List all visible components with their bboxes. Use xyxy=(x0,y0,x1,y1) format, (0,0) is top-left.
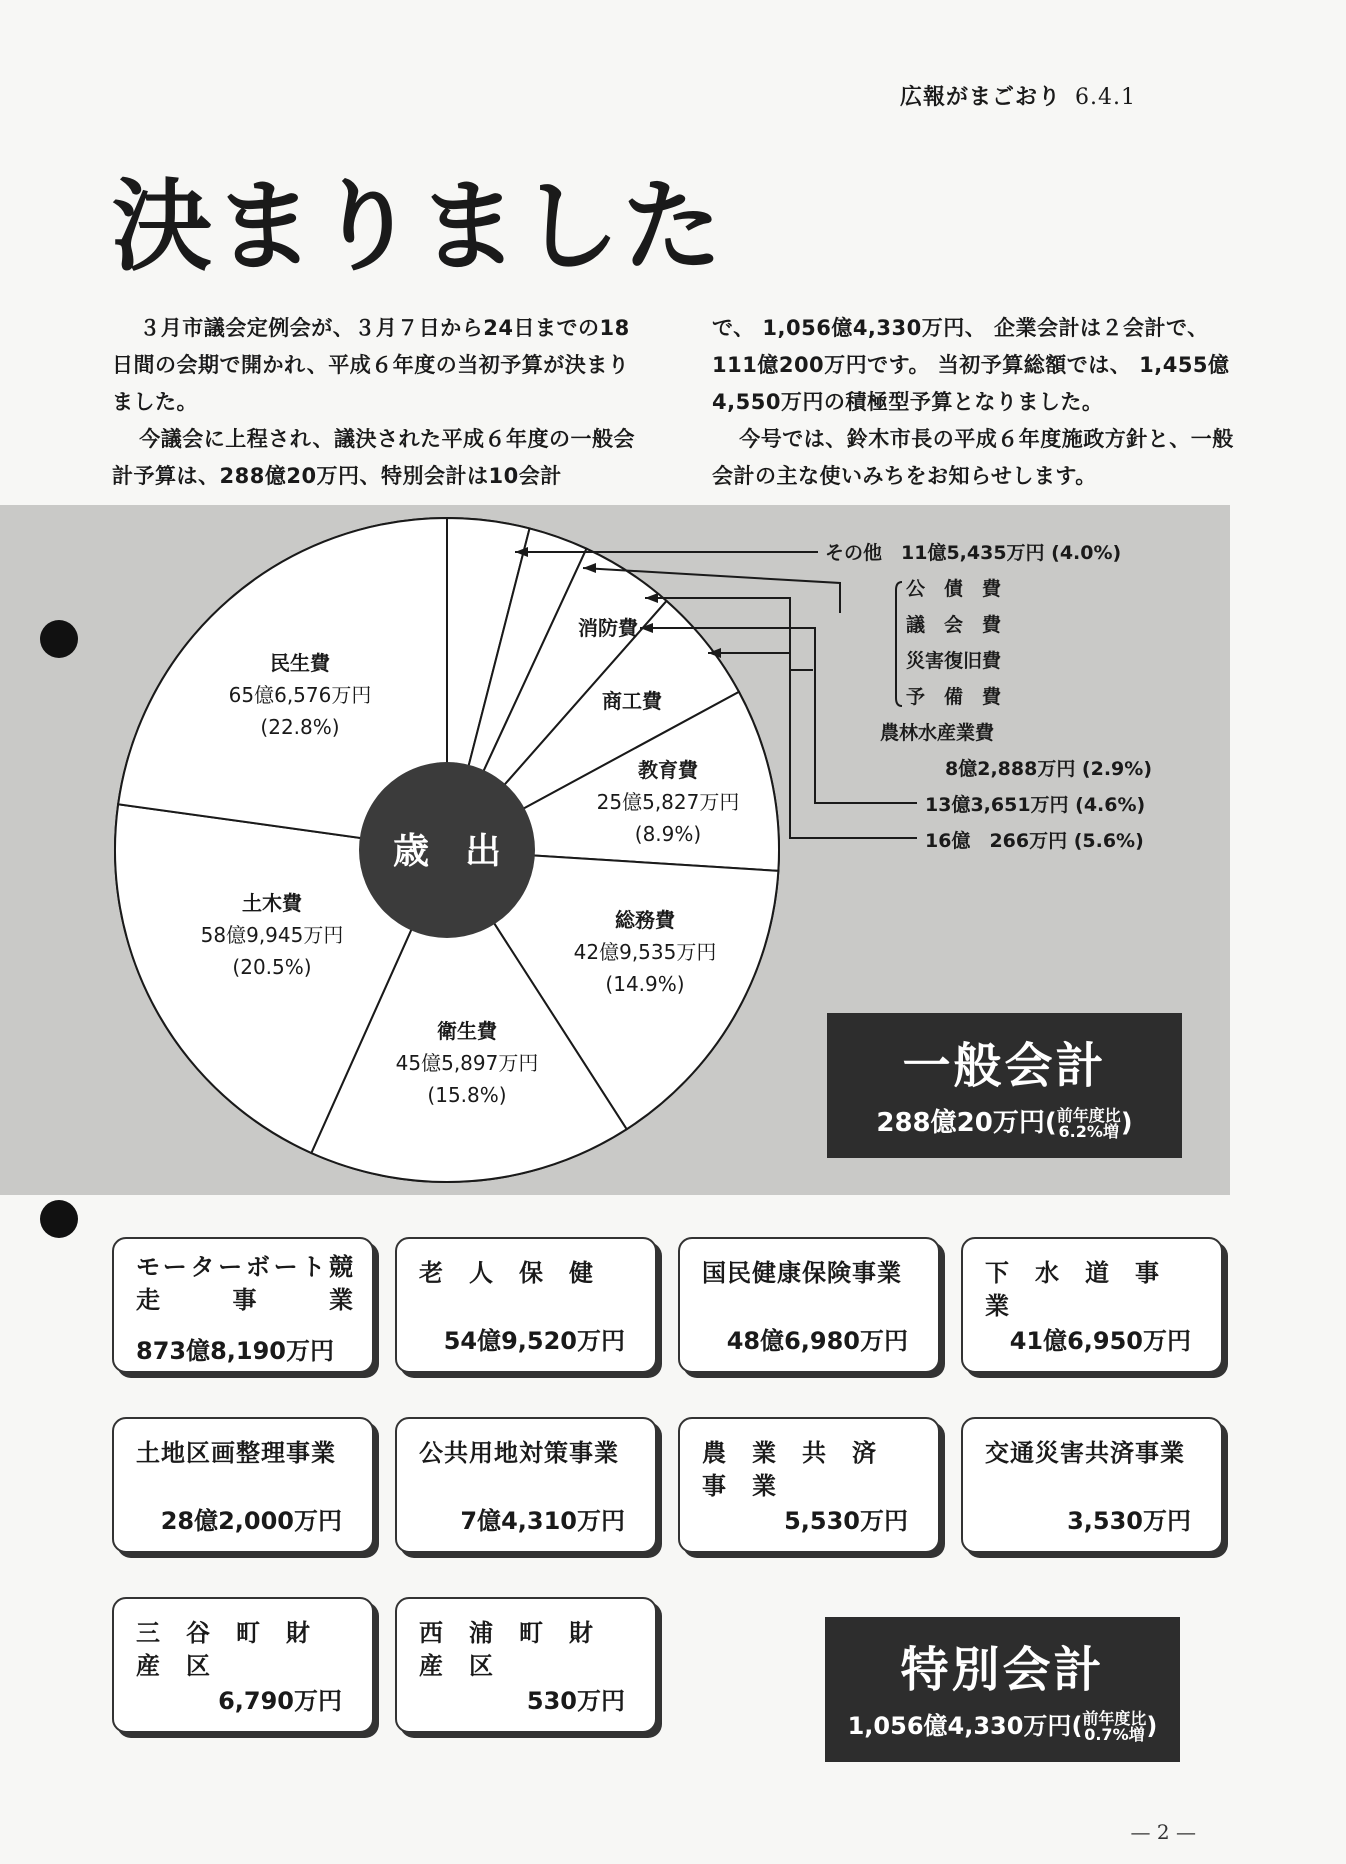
legend-other-item-4: 予 備 費 xyxy=(906,686,1002,708)
slice-label-eisei-amount: 45億5,897万円 xyxy=(395,1051,539,1075)
intro-paragraph-1: ３月市議会定例会が、３月７日から24日までの18日間の会期で開かれ、平成６年度の当初予算が決まりました。 xyxy=(112,316,630,414)
slice-label-shoko-name: 商工費 xyxy=(602,689,662,713)
card-name: 農 業 共 済 事 業 xyxy=(702,1439,902,1500)
special-account-card xyxy=(112,1417,374,1553)
card-amount: 5,530万円 xyxy=(784,1507,908,1535)
card-name: 下 水 道 事 業 xyxy=(985,1259,1185,1320)
issue-date: 6.4.1 xyxy=(1075,85,1136,110)
special-account-title: 特別会計 xyxy=(900,1642,1105,1698)
general-account-title: 一般会計 xyxy=(902,1038,1107,1094)
slice-label-kyoiku-name: 教育費 xyxy=(638,758,698,782)
comparison-value: 6.2%増 xyxy=(1058,1121,1119,1141)
legend-commerce: 16億 266万円 (5.6%) xyxy=(925,830,1144,852)
punch-hole-icon xyxy=(40,1200,78,1238)
general-account-value: 288億20万円 xyxy=(876,1108,1045,1138)
intro-paragraph-2-cont: で、 1,056億4,330万円、 企業会計は２会計で、111億200万円です。 当初予算総額では、 1,455億4,550万円の積極型予算となりました。 xyxy=(712,316,1230,414)
special-account-box xyxy=(825,1617,1180,1762)
comparison-label: 前年度比 xyxy=(1056,1105,1121,1125)
special-account-card xyxy=(112,1597,374,1733)
card-name: 三 谷 町 財 産 区 xyxy=(136,1619,336,1680)
card-amount: 3,530万円 xyxy=(1067,1507,1191,1535)
newsletter-name: 広報がまごおり xyxy=(900,85,1062,110)
special-account-comparison xyxy=(1082,1711,1146,1743)
card-name: 西 浦 町 財 産 区 xyxy=(419,1619,619,1680)
card-name: 老 人 保 健 xyxy=(419,1259,594,1287)
page-title: 決まりました xyxy=(112,167,724,285)
slice-label-eisei-name: 衛生費 xyxy=(437,1019,497,1043)
legend-fire: 13億3,651万円 (4.6%) xyxy=(925,794,1146,816)
page-number: — 2 — xyxy=(1130,1820,1196,1844)
leader-line-fire xyxy=(790,600,913,805)
special-account-card xyxy=(678,1237,940,1373)
intro-left-column xyxy=(112,310,642,495)
legend-other-item-2: 議 会 費 xyxy=(906,614,1002,636)
slice-label-doboku-name: 土木費 xyxy=(242,891,302,915)
card-amount: 530万円 xyxy=(526,1687,625,1715)
slice-label-shobo-name: 消防費 xyxy=(578,616,638,640)
card-name: 国民健康保険事業 xyxy=(702,1259,902,1287)
slice-label-minsei-amount: 65億6,576万円 xyxy=(228,683,372,707)
slice-label-kyoiku-amount: 25億5,827万円 xyxy=(596,790,740,814)
legend-agri-amount: 8億2,888万円 (2.9%) xyxy=(945,758,1152,780)
legend-other-item-1: 公 債 費 xyxy=(906,578,1002,600)
slice-label-kyoiku-percent: (8.9%) xyxy=(634,822,702,846)
legend-agri-name: 農林水産業費 xyxy=(880,722,995,744)
card-amount: 873億8,190万円 xyxy=(136,1337,335,1365)
card-name: 公共用地対策事業 xyxy=(419,1439,619,1467)
general-account-amount: 288億20万円(前年度比 6.2%増) xyxy=(876,1105,1133,1141)
card-amount: 41億6,950万円 xyxy=(1009,1327,1191,1355)
special-account-card xyxy=(395,1237,657,1373)
comparison-label: 前年度比 xyxy=(1082,1709,1147,1728)
slice-label-somu-percent: (14.9%) xyxy=(605,972,685,996)
card-amount: 48億6,980万円 xyxy=(726,1327,908,1355)
special-account-card xyxy=(961,1237,1223,1373)
card-amount: 7億4,310万円 xyxy=(460,1507,625,1535)
slice-label-somu-amount: 42億9,535万円 xyxy=(573,940,717,964)
pie-center-label: 歳 出 xyxy=(392,831,502,872)
special-account-card xyxy=(961,1417,1223,1553)
special-account-card xyxy=(678,1417,940,1553)
slice-label-eisei-percent: (15.8%) xyxy=(427,1083,507,1107)
intro-paragraph-2: 今議会に上程され、議決された平成６年度の一般会計予算は、288億20万円、特別会計は10会計 xyxy=(112,427,636,488)
card-name: 土地区画整理事業 xyxy=(136,1439,336,1467)
legend-other-item-3: 災害復旧費 xyxy=(906,650,1002,672)
slice-label-doboku-percent: (20.5%) xyxy=(232,955,312,979)
slice-label-minsei-percent: (22.8%) xyxy=(260,715,340,739)
card-amount: 28億2,000万円 xyxy=(160,1507,342,1535)
card-name: モーターボート競 走 事 業 xyxy=(136,1253,379,1314)
card-name: 交通災害共済事業 xyxy=(985,1439,1185,1467)
slice-label-somu-name: 総務費 xyxy=(615,908,675,932)
newsletter-header xyxy=(900,80,1136,111)
card-amount: 6,790万円 xyxy=(218,1687,342,1715)
special-account-card xyxy=(395,1597,657,1733)
general-account-box xyxy=(827,1013,1182,1158)
intro-right-column xyxy=(712,310,1252,495)
slice-label-doboku-amount: 58億9,945万円 xyxy=(200,923,344,947)
slice-label-minsei-name: 民生費 xyxy=(270,651,330,675)
legend-bracket xyxy=(896,582,902,706)
comparison-value: 0.7%増 xyxy=(1084,1725,1145,1744)
special-account-value: 1,056億4,330万円 xyxy=(847,1712,1072,1740)
legend-other: その他 11億5,435万円 (4.0%) xyxy=(825,542,1122,564)
intro-paragraph-3: 今号では、鈴木市長の平成６年度施政方針と、一般会計の主な使いみちをお知らせします。 xyxy=(712,427,1234,488)
special-account-card xyxy=(395,1417,657,1553)
card-amount: 54億9,520万円 xyxy=(443,1327,625,1355)
general-account-comparison xyxy=(1056,1105,1121,1141)
special-account-card xyxy=(112,1237,379,1373)
special-account-amount: 1,056億4,330万円(前年度比 0.7%増) xyxy=(847,1709,1158,1744)
